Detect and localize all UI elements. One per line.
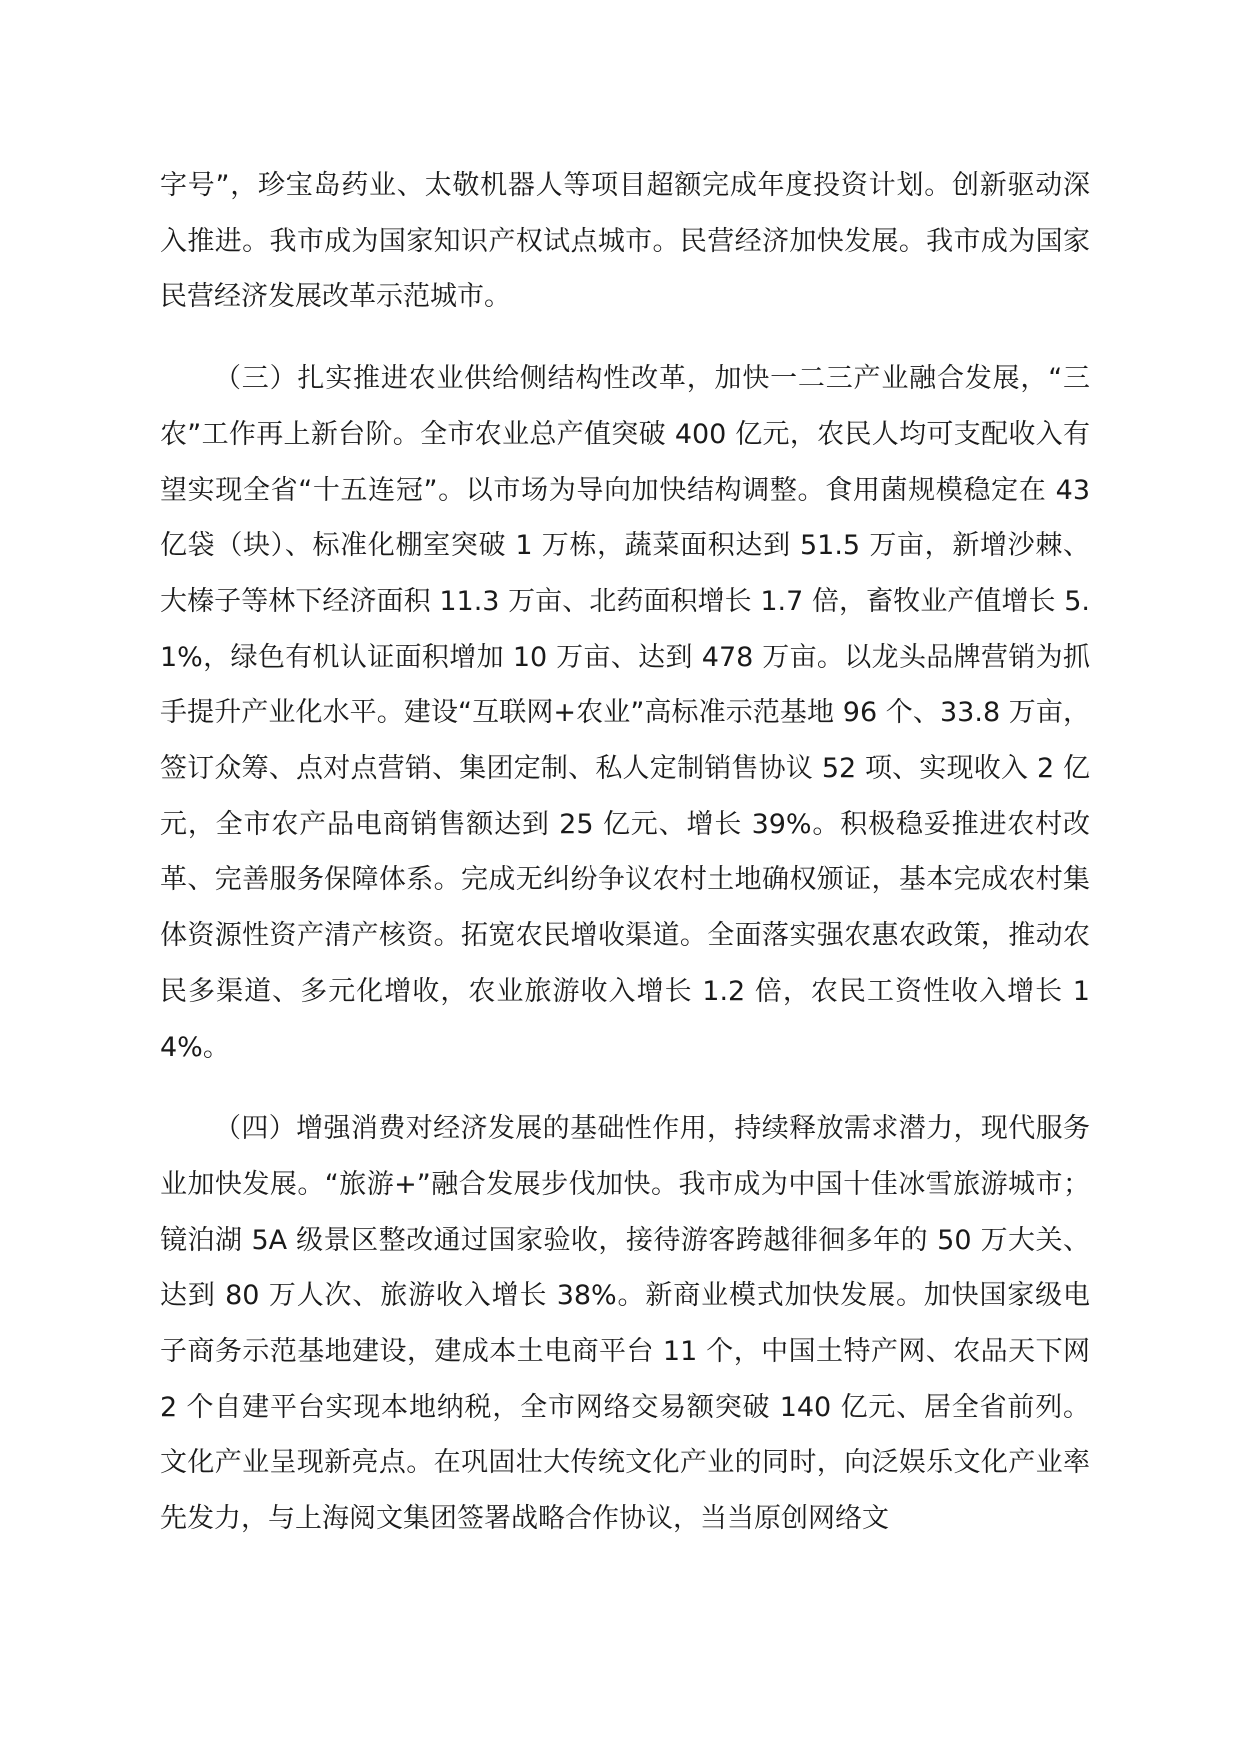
paragraph-gap [160,325,1090,351]
paragraph-gap [160,1075,1090,1101]
paragraph-section-4: （四）增强消费对经济发展的基础性作用，持续释放需求潜力，现代服务业加快发展。“旅游+”融合发展步伐加快。我市成为中国十佳冰雪旅游城市；镜泊湖 5A 级景区整改通过国家验收，接待游客跨越徘徊多年的 50 万大关、达到 80 万人次、旅游收入增长 38%。新商业模式加快发展。加快国家级电子商务示范基地建设，建成本土电商平台 11 个，中国土特产网、农品天下网 2 个自建平台实现本地纳税，全市网络交易额突破 140 亿元、居全省前列。文化产业呈现新亮点。在巩固壮大传统文化产业的同时，向泛娱乐文化产业率先发力，与上海阅文集团签署战略合作协议，当当原创网络文 [160,1113,1090,1535]
paragraph-section-3: （三）扎实推进农业供给侧结构性改革，加快一二三产业融合发展，“三农”工作再上新台阶。全市农业总产值突破 400 亿元，农民人均可支配收入有望实现全省“十五连冠”。以市场为导向加快结构调整。食用菌规模稳定在 43 亿袋（块）、标准化棚室突破 1 万栋，蔬菜面积达到 51.5 万亩，新增沙棘、大榛子等林下经济面积 11.3 万亩、北药面积增长 1.7 倍，畜牧业产值增长 5.1%，绿色有机认证面积增加 10 万亩、达到 478 万亩。以龙头品牌营销为抓手提升产业化水平。建设“互联网+农业”高标准示范基地 96 个、33.8 万亩，签订众筹、点对点营销、集团定制、私人定制销售协议 52 项、实现收入 2 亿元，全市农产品电商销售额达到 25 亿元、增长 39%。积极稳妥推进农村改革、完善服务保障体系。完成无纠纷争议农村土地确权颁证，基本完成农村集体资源性资产清产核资。拓宽农民增收渠道。全面落实强农惠农政策，推动农民多渠道、多元化增收，农业旅游收入增长 1.2 倍，农民工资性收入增长 14%。 [160,363,1090,1063]
document-body [160,158,1090,1547]
paragraph-continuation: 字号”，珍宝岛药业、太敬机器人等项目超额完成年度投资计划。创新驱动深入推进。我市成为国家知识产权试点城市。民营经济加快发展。我市成为国家民营经济发展改革示范城市。 [160,170,1090,313]
